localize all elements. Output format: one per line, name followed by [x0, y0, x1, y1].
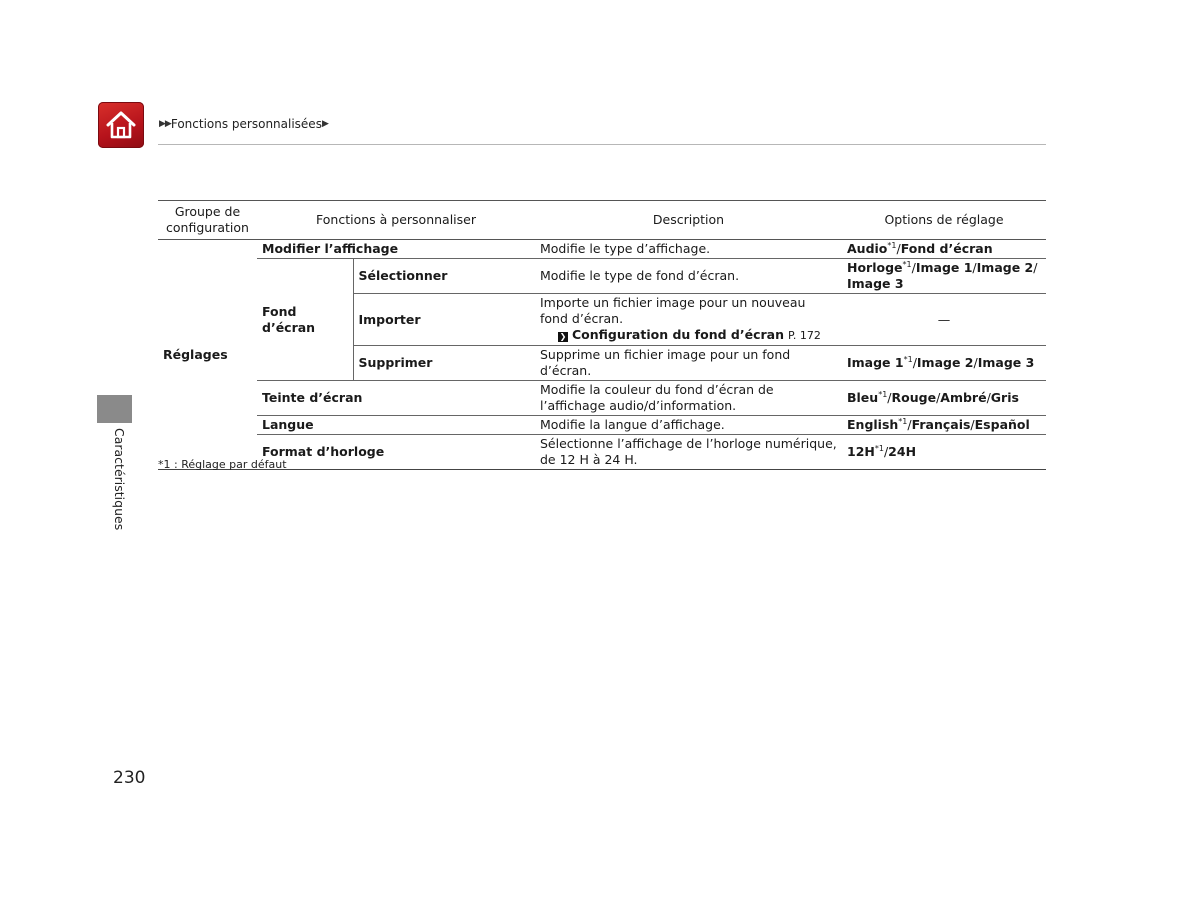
breadcrumb-arrow-icon: ▶ [321, 119, 328, 129]
options-cell: English$^{*1}$/Français/Español [842, 416, 1046, 435]
subfunction-cell: Supprimer [353, 346, 535, 381]
function-cell: Langue [257, 416, 535, 435]
table-row [158, 435, 1046, 470]
page-number: 230 [113, 768, 146, 788]
home-icon [104, 109, 138, 141]
breadcrumb-arrow-icon: ▶▶ [159, 119, 171, 129]
customization-table [158, 200, 1046, 470]
header-description: Description [535, 201, 842, 240]
description-cell: Modifie la couleur du fond d’écran de l’affichage audio/d’information. [535, 381, 842, 416]
description-cell: Modifie la langue d’affichage. [535, 416, 842, 435]
header-functions: Fonctions à personnaliser [257, 201, 535, 240]
table-row [158, 259, 1046, 294]
description-cell: Supprime un fichier image pour un fond d’écran. [535, 346, 842, 381]
options-cell: Horloge$^{*1}$/Image 1/Image 2/ Image 3 [842, 259, 1046, 294]
table-header-row [158, 201, 1046, 240]
table-row [158, 381, 1046, 416]
header-options: Options de réglage [842, 201, 1046, 240]
options-cell: Bleu$^{*1}$/Rouge/Ambré/Gris [842, 381, 1046, 416]
options-cell: $12H^{*1}/24H$ [842, 435, 1046, 470]
description-cell: Modifie le type de fond d’écran. [535, 259, 842, 294]
subfunction-cell: Sélectionner [353, 259, 535, 294]
breadcrumb-link[interactable]: Fonctions personnalisées [170, 117, 322, 131]
description-cell: Modifie le type d’affichage. [535, 240, 842, 259]
header-divider [158, 144, 1046, 145]
group-cell: Réglages [158, 240, 257, 470]
function-cell: Modifier l’affichage [257, 240, 535, 259]
table-row [158, 416, 1046, 435]
subfunction-cell: Importer [353, 294, 535, 346]
section-label: Caractéristiques [112, 428, 127, 531]
home-button[interactable] [98, 102, 144, 148]
options-cell: Image 1$^{*1}$/Image 2/Image 3 [842, 346, 1046, 381]
description-cell [535, 294, 842, 346]
breadcrumb[interactable] [159, 117, 328, 131]
description-cell: Sélectionne l’affichage de l’horloge numérique, de 12 H à 24 H. [535, 435, 842, 470]
page-reference-link[interactable]: ❯ Configuration du fond d’écran P. 172 [559, 327, 821, 342]
footnote: *1 : Réglage par défaut [158, 458, 287, 471]
function-cell: Format d’horloge [257, 435, 535, 470]
description-text: Importe un fichier image pour un nouveau fond d’écran. [540, 295, 806, 326]
function-cell: Teinte d’écran [257, 381, 535, 416]
table-row [158, 240, 1046, 259]
reference-arrow-icon: ❯ [559, 332, 567, 341]
section-tab[interactable] [97, 395, 132, 423]
options-cell: Audio$^{*1}$/Fond d’écran [842, 240, 1046, 259]
function-cell: Fond d’écran [257, 259, 353, 381]
options-cell: — [842, 294, 1046, 346]
header-group: Groupe de configuration [158, 201, 257, 240]
